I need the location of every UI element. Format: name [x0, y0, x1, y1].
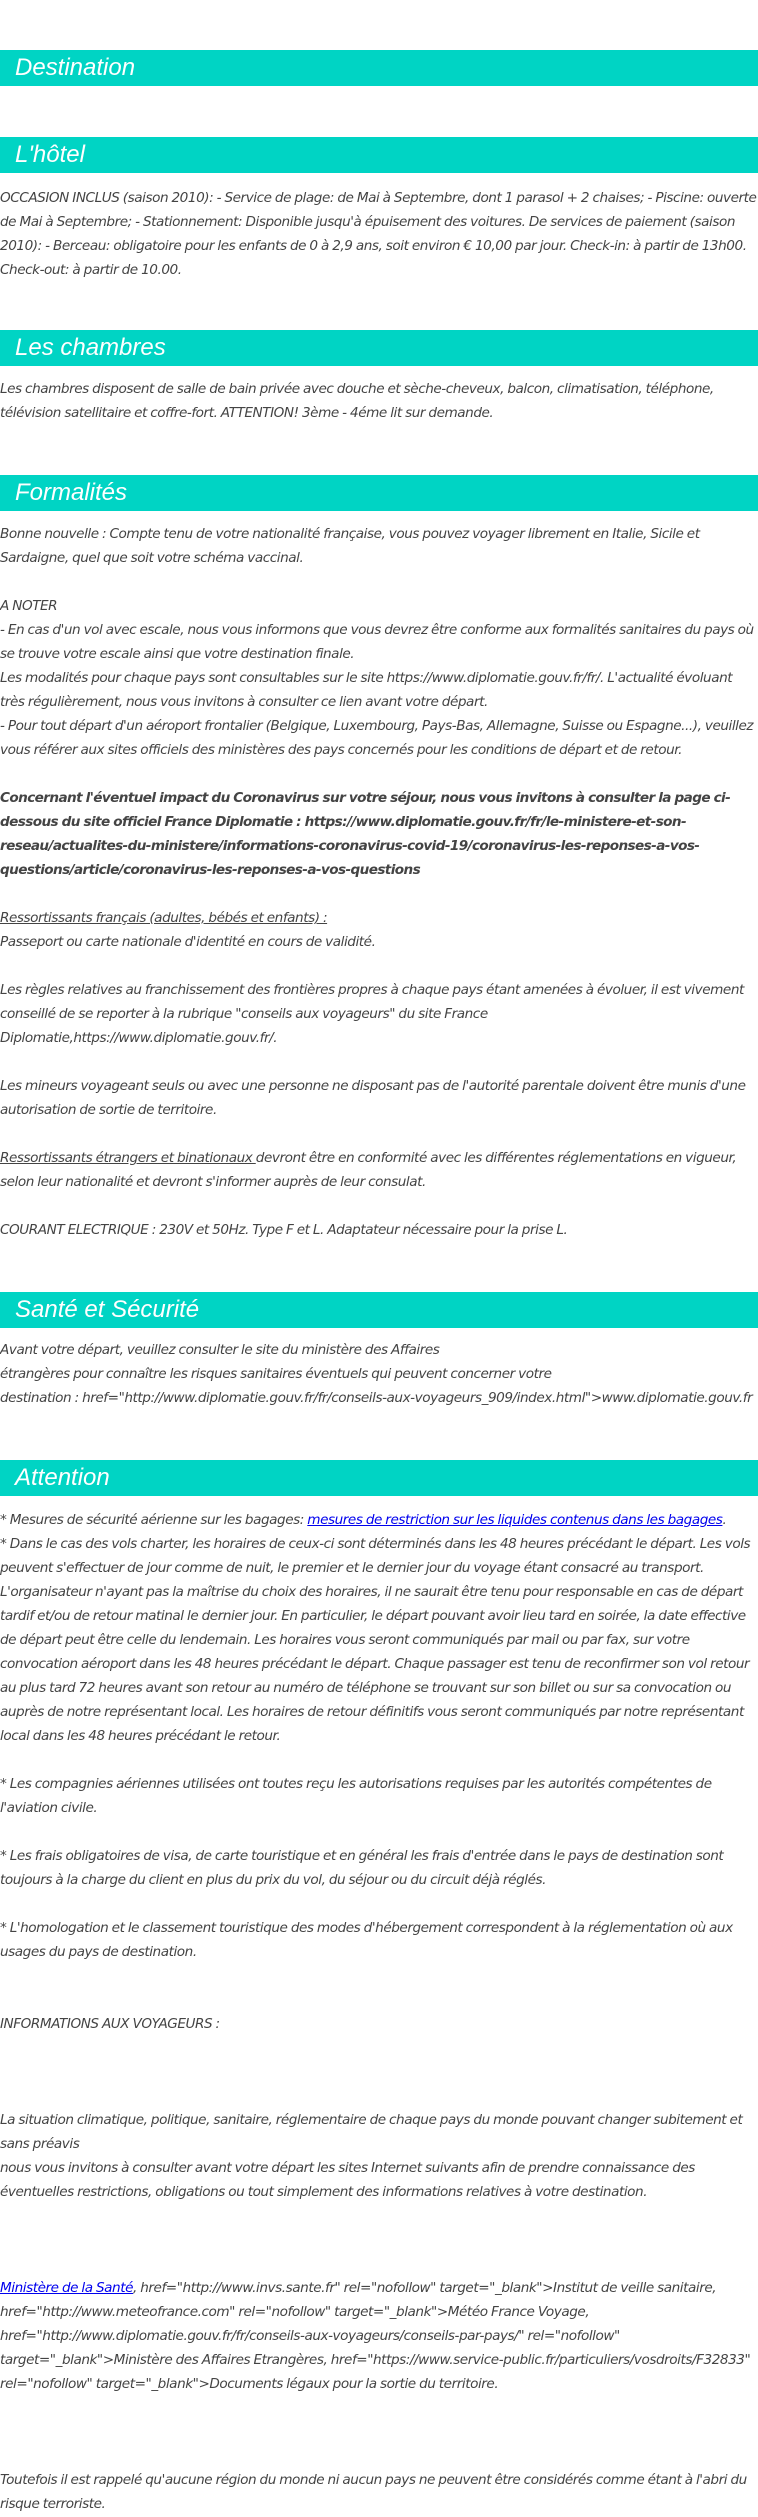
attention-links-text: , href="http://www.invs.sante.fr" rel="nofollow" target="_blank">Institut de veille sanitaire, href="http://www.meteofrance.com" rel="nofollow" target="_blank">Météo France Voyage, href="http://www.diplomatie.gouv.fr/fr/conseils-aux-voyageurs/conseils-par-pays/" rel="nofollow" target="_blank">Ministère des Affaires Etrangères, href="https://www.service-public.fr/particuliers/vosdroits/F32833" rel="nofollow" target="_blank">Documents légaux pour la sortie du territoire.: [0, 2280, 751, 2392]
liquids-restriction-link[interactable]: mesures de restriction sur les liquides contenus dans les bagages: [307, 1512, 723, 1528]
section-header-hotel: [0, 137, 758, 173]
formalities-note-2: Les modalités pour chaque pays sont consultables sur le site https://www.diplomatie.gouv.fr/fr/. L'actualité évoluant très régulièrement, nous vous invitons à consulter ce lien avant votre départ.: [0, 670, 733, 710]
section-title-formalities: Formalités: [15, 479, 128, 506]
attention-security-prefix: * Mesures de sécurité aérienne sur les bagages:: [0, 1512, 308, 1528]
hotel-description: OCCASION INCLUS (saison 2010): - Service de plage: de Mai à Septembre, dont 1 parasol + 2 chaises; - Piscine: ouverte de Mai à Septembre; - Stationnement: Disponible jusqu'à épuisement des voitures. De services de paiement (saison 2010): - Berceau: obligatoire pour les enfants de 0 à 2,9 ans, soit environ € 10,00 par jour. Check-in: à partir de 13h00. Check-out: à partir de 10.00.: [0, 190, 757, 278]
formalities-foreign: [0, 1146, 758, 1194]
formalities-note-3: - Pour tout départ d'un aéroport frontalier (Belgique, Luxembourg, Pays-Bas, Allemagne, Suisse ou Espagne...), veuillez vous référer aux sites officiels des ministères des pays concernés pour les conditions de départ et de retour.: [0, 718, 754, 758]
formalities-covid: Concernant l'éventuel impact du Coronavirus sur votre séjour, nous vous invitons à consulter la page ci-dessous du site officiel France Diplomatie : https://www.diplomatie.gouv.fr/fr/le-ministere-et-son-reseau/actualites-du-ministere/informations-coronavirus-covid-19/coronavirus-les-reponses-a-vos-questions/article/coronavirus-les-reponses-a-vos-questions: [0, 790, 731, 878]
formalities-electric: COURANT ELECTRIQUE : 230V et 50Hz. Type F et L. Adaptateur nécessaire pour la prise L.: [0, 1222, 568, 1238]
section-header-health: [0, 1292, 758, 1328]
attention-climate-1: La situation climatique, politique, sanitaire, réglementaire de chaque pays du monde pouvant changer subitement et sans préavis: [0, 2112, 743, 2152]
section-title-health: Santé et Sécurité: [15, 1296, 200, 1323]
section-title-rooms: Les chambres: [15, 334, 166, 361]
section-header-attention: [0, 1460, 758, 1496]
attention-links: [0, 2276, 758, 2396]
section-header-destination: [0, 50, 758, 86]
section-title-destination: Destination: [15, 54, 136, 81]
health-line-2: étrangères pour connaître les risques sanitaires éventuels qui peuvent concerner votre: [0, 1366, 552, 1382]
rooms-description: Les chambres disposent de salle de bain privée avec douche et sèche-cheveux, balcon, climatisation, téléphone, télévision satellitaire et coffre-fort. ATTENTION! 3ème - 4éme lit sur demande.: [0, 381, 714, 421]
formalities-minors: Les mineurs voyageant seuls ou avec une personne ne disposant pas de l'autorité parentale doivent être munis d'une autorisation de sortie de territoire.: [0, 1078, 746, 1118]
attention-airlines: * Les compagnies aériennes utilisées ont toutes reçu les autorisations requises par les autorités compétentes de l'aviation civile.: [0, 1776, 712, 1816]
health-line-3: destination : href="http://www.diplomatie.gouv.fr/fr/conseils-aux-voyageurs_909/index.html">www.diplomatie.gouv.fr: [0, 1390, 753, 1406]
ministry-health-link[interactable]: Ministère de la Santé: [0, 2280, 134, 2296]
attention-charter: * Dans le cas des vols charter, les horaires de ceux-ci sont déterminés dans les 48 heures précédant le départ. Les vols peuvent s'effectuer de jour comme de nuit, le premier et le dernier jour du voyage étant consacré au transport. L'organisateur n'ayant pas la maîtrise du choix des horaires, il ne saurait être tenu pour responsable en cas de départ tardif et/ou de retour matinal le dernier jour. En particulier, le départ pouvant avoir lieu tard en soirée, la date effective de départ peut être celle du lendemain. Les horaires vous seront communiqués par mail ou par fax, sur votre convocation aéroport dans les 48 heures précédant le départ. Chaque passager est tenu de reconfirmer son vol retour au plus tard 72 heures avant son retour au numéro de téléphone se trouvant sur son billet ou sur sa convocation ou auprès de notre représentant local. Les horaires de retour définitifs vous seront communiqués par notre représentant local dans les 48 heures précédant le retour.: [0, 1536, 751, 1744]
attention-homologation: * L'homologation et le classement touristique des modes d'hébergement correspondent à la réglementation où aux usages du pays de destination.: [0, 1920, 733, 1960]
health-line-1: Avant votre départ, veuillez consulter le site du ministère des Affaires: [0, 1342, 440, 1358]
formalities-french-heading: Ressortissants français (adultes, bébés et enfants) :: [0, 910, 328, 926]
formalities-french-text: Passeport ou carte nationale d'identité en cours de validité.: [0, 934, 376, 950]
attention-fees: * Les frais obligatoires de visa, de carte touristique et en général les frais d'entrée dans le pays de destination sont toujours à la charge du client en plus du prix du vol, du séjour ou du circuit déjà réglés.: [0, 1848, 724, 1888]
attention-info-title: INFORMATIONS AUX VOYAGEURS :: [0, 2016, 220, 2032]
formalities-note-title: A NOTER: [0, 598, 58, 614]
section-title-hotel: L'hôtel: [15, 141, 85, 168]
attention-climate-2: nous vous invitons à consulter avant votre départ les sites Internet suivants afin de prendre connaissance des éventuelles restrictions, obligations ou tout simplement des informations relatives à votre destination.: [0, 2160, 695, 2200]
attention-security-suffix: .: [722, 1512, 727, 1528]
formalities-borders: Les règles relatives au franchissement des frontières propres à chaque pays étant amenées à évoluer, il est vivement conseillé de se reporter à la rubrique "conseils aux voyageurs" du site France Diplomatie,https://www.diplomatie.gouv.fr/.: [0, 982, 744, 1046]
section-header-formalities: [0, 475, 758, 511]
formalities-foreign-heading: Ressortissants étrangers et binationaux: [0, 1150, 256, 1166]
formalities-foreign-text: devront être en conformité avec les différentes réglementations en vigueur, selon leur nationalité et devront s'informer auprès de leur consulat.: [0, 1150, 737, 1190]
formalities-note-1: - En cas d'un vol avec escale, nous vous informons que vous devrez être conforme aux formalités sanitaires du pays où se trouve votre escale ainsi que votre destination finale.: [0, 622, 754, 662]
formalities-intro: Bonne nouvelle : Compte tenu de votre nationalité française, vous pouvez voyager librement en Italie, Sicile et Sardaigne, quel que soit votre schéma vaccinal.: [0, 526, 700, 566]
attention-terrorism: Toutefois il est rappelé qu'aucune région du monde ni aucun pays ne peuvent être considérés comme étant à l'abri du risque terroriste.: [0, 2472, 747, 2512]
section-title-attention: Attention: [15, 1464, 110, 1491]
section-header-rooms: [0, 330, 758, 366]
attention-security: [0, 1508, 758, 1532]
